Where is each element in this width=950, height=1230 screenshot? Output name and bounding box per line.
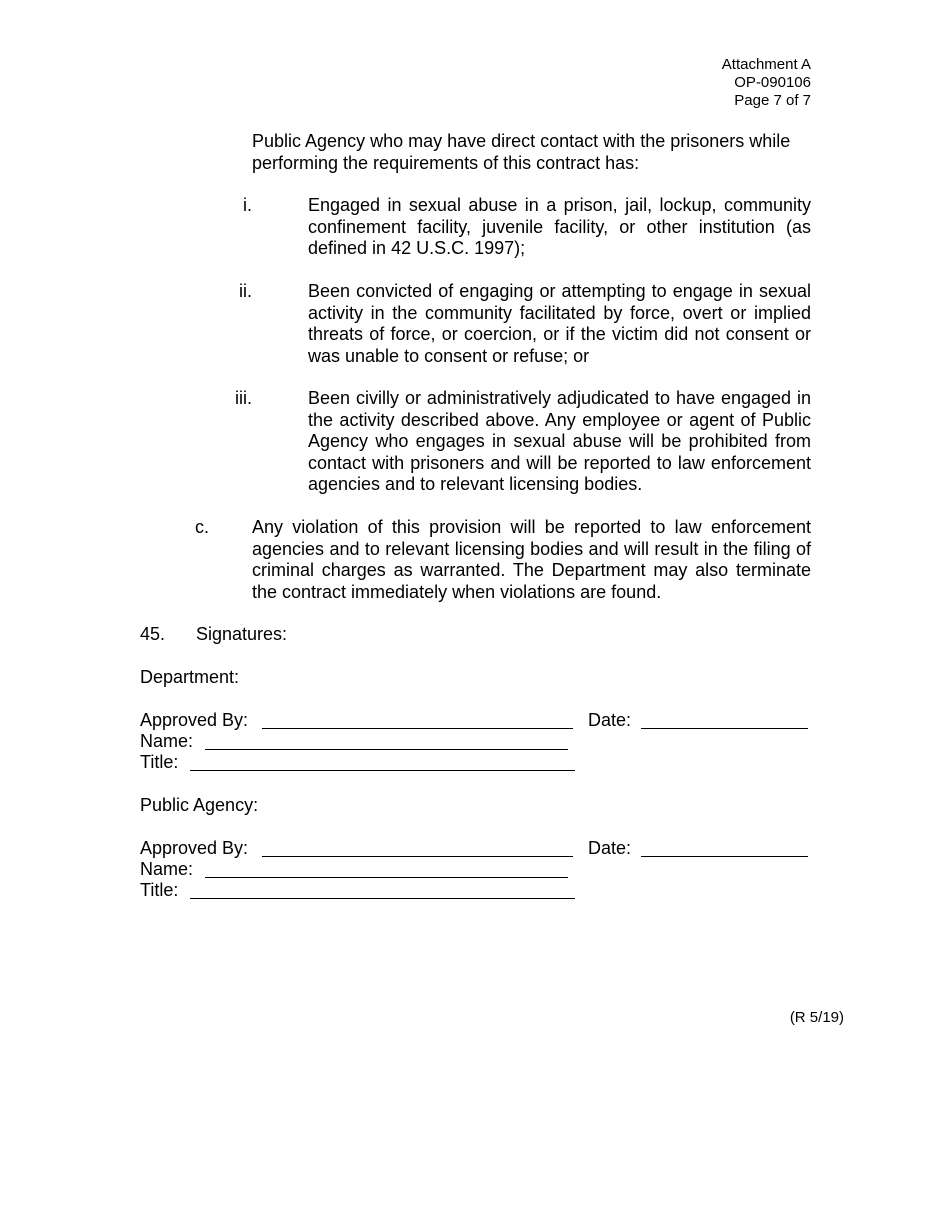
list-item-text: Been convicted of engaging or attempting to engage in sexual activity in the community facilitated by force, overt or implied threats of force, or coercion, or if the victim did not consent or was unable to consent or refuse; or xyxy=(308,281,811,366)
list-item-text: Been civilly or administratively adjudicated to have engaged in the activity described above. Any employee or agent of Public Agency who engages in sexual abuse will be prohibited from contact with prisoners and will be reported to law enforcement agencies and to relevant licensing bodies. xyxy=(308,388,811,494)
revision-note: (R 5/19) xyxy=(789,1009,844,1026)
department-title-field[interactable] xyxy=(190,754,575,771)
public-agency-label: Public Agency: xyxy=(140,795,259,815)
department-name-field[interactable] xyxy=(205,733,568,750)
list-item-text: Engaged in sexual abuse in a prison, jail, lockup, community confinement facility, juvenile facility, or other institution (as defined in 42 U.S.C. 1997); xyxy=(308,195,811,258)
department-approved-by-field[interactable] xyxy=(262,712,573,729)
list-marker: c. xyxy=(195,517,210,537)
public-agency-name-label: Name: xyxy=(140,859,194,879)
list-marker: i. xyxy=(243,195,252,215)
attachment-label: Attachment A xyxy=(721,56,811,73)
public-agency-title-label: Title: xyxy=(140,880,179,900)
public-agency-approved-by-label: Approved By: xyxy=(140,838,249,858)
intro-paragraph: Public Agency who may have direct contact with the prisoners while performing the requirements of this contract has: xyxy=(252,131,791,173)
section-title: Signatures: xyxy=(196,624,288,644)
list-item-text: Any violation of this provision will be reported to law enforcement agencies and to relevant licensing bodies and will result in the filing of criminal charges as warranted. The Department may also terminate the contract immediately when violations are found. xyxy=(252,517,811,602)
public-agency-date-label: Date: xyxy=(588,838,632,858)
public-agency-date-field[interactable] xyxy=(641,840,808,857)
department-label: Department: xyxy=(140,667,240,687)
page-number: Page 7 of 7 xyxy=(734,92,811,109)
section-number: 45. xyxy=(140,624,166,644)
department-title-label: Title: xyxy=(140,752,179,772)
public-agency-name-field[interactable] xyxy=(205,861,568,878)
public-agency-approved-by-field[interactable] xyxy=(262,840,573,857)
document-header xyxy=(722,56,811,110)
list-marker: ii. xyxy=(239,281,252,301)
public-agency-title-field[interactable] xyxy=(190,882,575,899)
department-approved-by-label: Approved By: xyxy=(140,710,249,730)
department-date-label: Date: xyxy=(588,710,632,730)
document-code: OP-090106 xyxy=(734,74,811,91)
department-date-field[interactable] xyxy=(641,712,808,729)
list-marker: iii. xyxy=(235,388,252,408)
department-name-label: Name: xyxy=(140,731,194,751)
